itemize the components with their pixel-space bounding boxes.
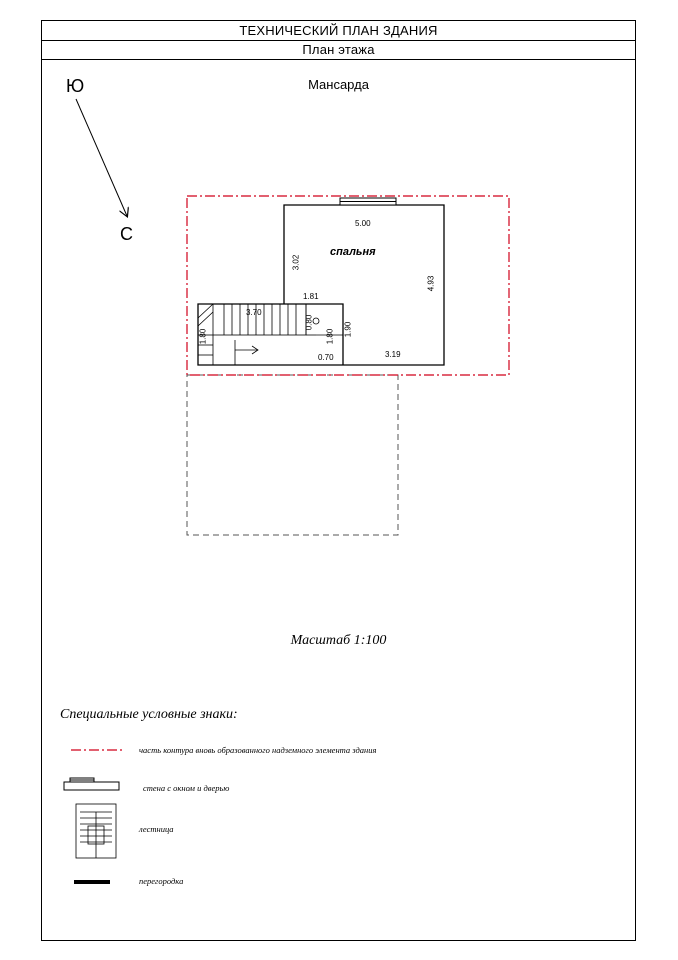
legend-stair-label: лестница xyxy=(139,824,174,834)
dim-top-width: 5.00 xyxy=(355,219,371,228)
dim-stair-length: 3.70 xyxy=(246,308,262,317)
legend-stair-symbol xyxy=(76,804,116,858)
legend-partition-label: перегородка xyxy=(139,876,184,886)
legend-title: Специальные условные знаки: xyxy=(60,707,238,722)
dim-left-height: 3.02 xyxy=(291,254,301,271)
scale-label: Масштаб 1:100 xyxy=(290,633,387,648)
room-name: спальня xyxy=(330,246,376,258)
legend-contour-label: часть контура вновь образованного надземного элемента здания xyxy=(139,745,377,755)
dim-inner-height: 1.80 xyxy=(325,328,335,345)
dim-inner-height2: 1.90 xyxy=(343,321,353,338)
compass-south-label: С xyxy=(120,224,133,244)
dim-landing-small: 0.70 xyxy=(318,353,334,362)
dim-stair-width: 1.80 xyxy=(198,328,208,345)
document-subtitle: План этажа xyxy=(42,40,635,60)
legend-wall-symbol xyxy=(64,778,119,790)
legend-partition-symbol xyxy=(74,880,110,884)
document-title: ТЕХНИЧЕСКИЙ ПЛАН ЗДАНИЯ xyxy=(42,21,635,41)
compass-north-label: Ю xyxy=(66,76,85,96)
legend-wall-label: стена с окном и дверью xyxy=(143,783,230,793)
dim-notch-width: 1.81 xyxy=(303,292,319,301)
dim-landing-small-v: 0.80 xyxy=(304,314,314,331)
dim-bottom-width: 3.19 xyxy=(385,350,401,359)
dim-right-height: 4.93 xyxy=(426,275,436,292)
floor-name: Мансарда xyxy=(308,77,369,92)
